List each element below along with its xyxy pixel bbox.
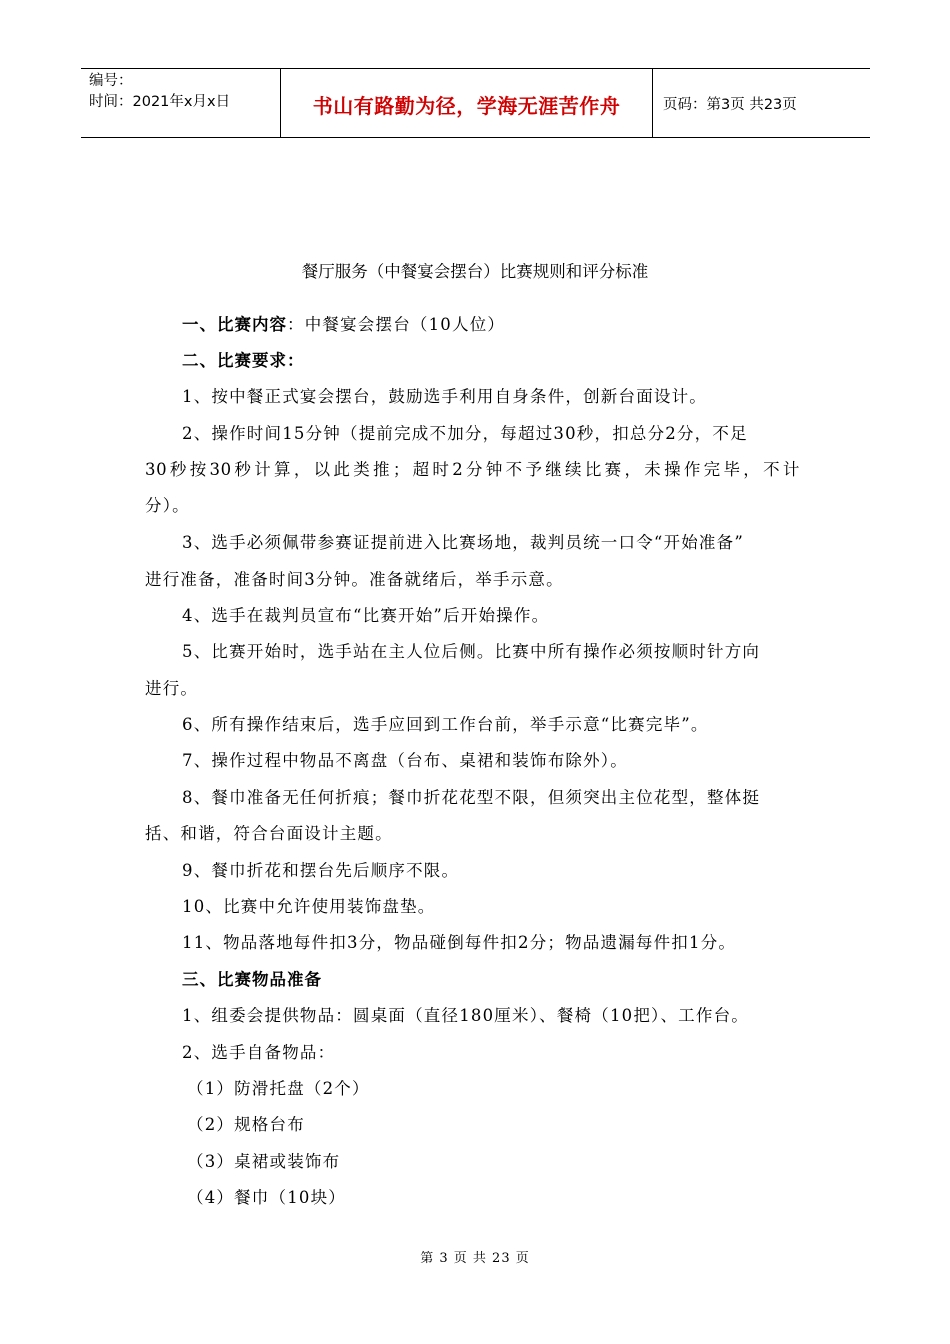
- item-line: （1）防滑托盘（2个）: [187, 1079, 370, 1098]
- rule-line: 5、比赛开始时，选手站在主人位后侧。比赛中所有操作必须按顺时针方向: [182, 642, 761, 661]
- header-page-label: 页码：第3页 共23页: [663, 96, 797, 113]
- rule-line: 括、和谐，符合台面设计主题。: [145, 824, 393, 843]
- rule-line: 分）。: [145, 496, 190, 515]
- page-header: [81, 68, 870, 138]
- rule-line: 9、餐巾折花和摆台先后顺序不限。: [182, 861, 460, 880]
- rule-line: 进行。: [145, 679, 199, 698]
- item-line: 2、选手自备物品：: [182, 1043, 336, 1062]
- number-label: 编号：: [89, 73, 133, 89]
- rule-line: 4、选手在裁判员宣布“比赛开始”后开始操作。: [182, 606, 550, 625]
- item-line: （3）桌裙或装饰布: [187, 1152, 341, 1171]
- section-1: [182, 311, 505, 335]
- document-title: 餐厅服务（中餐宴会摆台）比赛规则和评分标准: [301, 262, 649, 281]
- rule-line: 11、物品落地每件扣3分，物品碰倒每件扣2分；物品遗漏每件扣1分。: [182, 933, 737, 952]
- rule-line: 2、操作时间15分钟（提前完成不加分，每超过30秒，扣总分2分，不足: [182, 424, 748, 443]
- section-1-heading: 一、比赛内容: [182, 315, 287, 334]
- rule-line: 3、选手必须佩带参赛证提前进入比赛场地，裁判员统一口令“开始准备”: [182, 533, 744, 552]
- time-label: 时间：2021年x月x日: [89, 94, 231, 110]
- section-1-text: ：中餐宴会摆台（10人位）: [287, 315, 506, 334]
- item-line: （4）餐巾（10块）: [187, 1188, 346, 1207]
- section-3-heading: 三、比赛物品准备: [182, 970, 322, 989]
- rule-line: 6、所有操作结束后，选手应回到工作台前，举手示意“比赛完毕”。: [182, 715, 709, 734]
- header-meta: [81, 69, 281, 137]
- page-footer: 第 3 页 共 23 页: [420, 1251, 530, 1266]
- item-line: 1、组委会提供物品：圆桌面（直径180厘米）、餐椅（10把）、工作台。: [182, 1006, 749, 1025]
- rule-line: 8、餐巾准备无任何折痕；餐巾折花花型不限，但须突出主位花型，整体挺: [182, 788, 761, 807]
- header-motto: 书山有路勤为径，学海无涯苦作舟: [281, 69, 653, 137]
- rule-line: 7、操作过程中物品不离盘（台布、桌裙和装饰布除外）。: [182, 751, 628, 770]
- section-2-heading: 二、比赛要求：: [182, 351, 305, 370]
- rule-line: 1、按中餐正式宴会摆台，鼓励选手利用自身条件，创新台面设计。: [182, 387, 707, 406]
- rule-line: 10、比赛中允许使用装饰盘垫。: [182, 897, 436, 916]
- item-line: （2）规格台布: [187, 1115, 305, 1134]
- rule-line: 30秒按30秒计算，以此类推；超时2分钟不予继续比赛，未操作完毕，不计: [145, 460, 800, 479]
- rule-line: 进行准备，准备时间3分钟。准备就绪后，举手示意。: [145, 570, 564, 589]
